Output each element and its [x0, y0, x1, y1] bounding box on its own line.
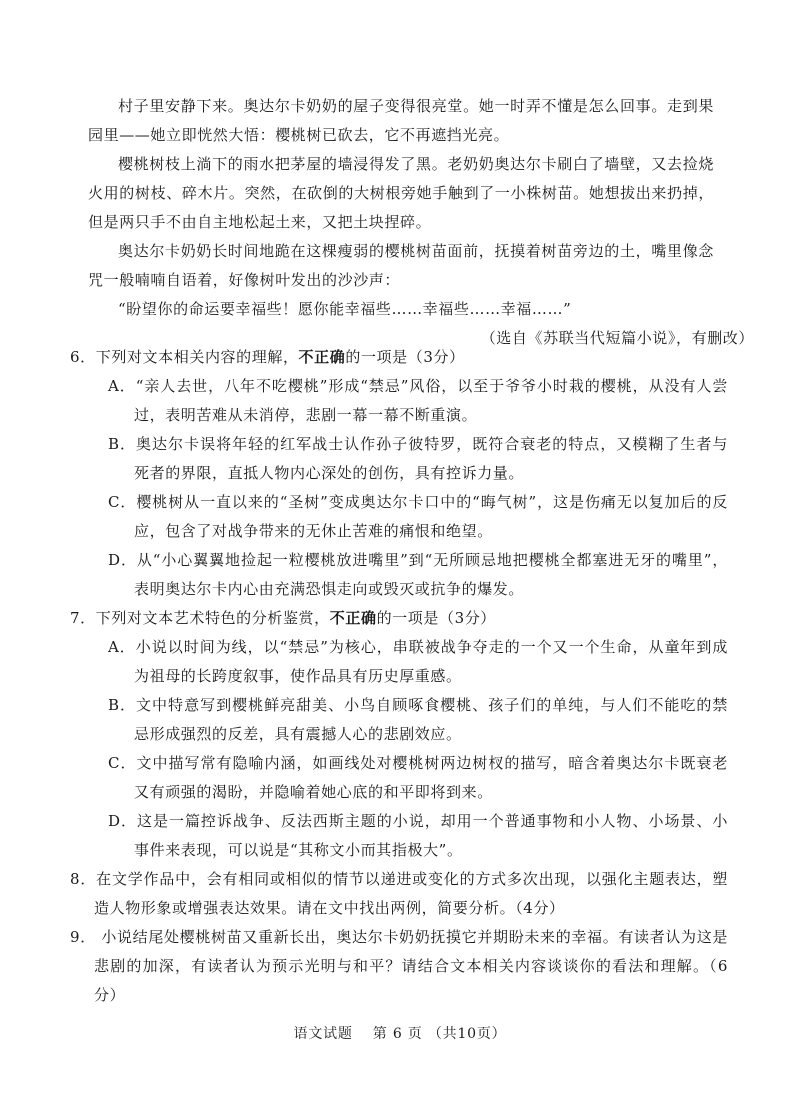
- question-7-stem-post: 的一项是（3分）: [376, 609, 496, 627]
- passage-paragraph-3: 奥达尔卡奶奶长时间地跪在这棵瘦弱的樱桃树苗面前，抚摸着树苗旁边的土，嘴里像念咒一般喃喃自语着，好像树叶发出的沙沙声：: [88, 242, 714, 289]
- question-6-stem-pre: 6．下列对文本相关内容的理解，: [70, 348, 299, 366]
- passage-paragraph-1: 村子里安静下来。奥达尔卡奶奶的屋子变得很亮堂。她一时弄不懂是怎么回事。走到果园里——她立即恍然大悟：樱桃树已砍去，它不再遮挡光亮。: [88, 97, 714, 144]
- passage-paragraph-4: “盼望你的命运要幸福些！愿你能幸福些……幸福些……幸福……”: [118, 300, 572, 318]
- question-9: [70, 923, 728, 1010]
- question-6-option-a: A．“亲人去世，八年不吃樱桃”形成“禁忌”风俗，以至于爷爷小时栽的樱桃，从没有人尝过，表明苦难从未消停，悲剧一幕一幕不断重演。: [108, 377, 728, 424]
- question-6-stem-bold: 不正确: [298, 348, 346, 366]
- question-7: [70, 604, 728, 865]
- question-7-option-c: C．文中描写常有隐喻内涵，如画线处对樱桃树两边树杈的描写，暗含着奥达尔卡既衰老又有顽强的渴盼，并隐喻着她心底的和平即将到来。: [108, 754, 728, 801]
- passage-source: （选自《苏联当代短篇小说》，有删改）: [480, 329, 754, 347]
- question-7-option-d: D．这是一篇控诉战争、反法西斯主题的小说，却用一个普通事物和小人物、小场景、小事件来表现，可以说是“其称文小而其指极大”。: [108, 812, 728, 859]
- story-passage: [88, 92, 754, 353]
- question-6-stem: [70, 343, 728, 372]
- question-8-stem: 8．在文学作品中，会有相同或相似的情节以递进或变化的方式多次出现，以强化主题表达，塑造人物形象或增强表达效果。请在文中找出两例，简要分析。（4分）: [70, 870, 728, 917]
- question-list: [70, 343, 728, 1010]
- question-9-stem: 9． 小说结尾处樱桃树苗又重新长出，奥达尔卡奶奶抚摸它并期盼未来的幸福。有读者认为这是悲剧的加深，有读者认为预示光明与和平？请结合文本相关内容谈谈你的看法和理解。（6分）: [70, 928, 728, 1004]
- question-6-option-c: C．樱桃树从一直以来的“圣树”变成奥达尔卡口中的“晦气树”，这是伤痛无以复加后的反应，包含了对战争带来的无休止苦难的痛恨和绝望。: [108, 493, 728, 540]
- question-6: [70, 343, 728, 604]
- question-7-option-a: A．小说以时间为线，以“禁忌”为核心，串联被战争夺走的一个又一个生命，从童年到成为祖母的长跨度叙事，使作品具有历史厚重感。: [108, 638, 728, 685]
- question-6-stem-post: 的一项是（3分）: [345, 348, 465, 366]
- question-7-stem: [70, 604, 728, 633]
- page-footer: 语文试题 第 6 页 （共10页）: [293, 1026, 507, 1042]
- question-7-stem-pre: 7．下列对文本艺术特色的分析鉴赏，: [70, 609, 330, 627]
- passage-paragraph-2: 樱桃树枝上淌下的雨水把茅屋的墙浸得发了黑。老奶奶奥达尔卡刷白了墙壁，又去捡烧火用的树枝、碎木片。突然，在砍倒的大树根旁她手触到了一小株树苗。她想拔出来扔掉，但是两只手不由自主地松起土来，又把土块捏碎。: [88, 155, 714, 231]
- question-7-option-b: B．文中特意写到樱桃鲜亮甜美、小鸟自顾啄食樱桃、孩子们的单纯，与人们不能吃的禁忌形成强烈的反差，具有震撼人心的悲剧效应。: [108, 696, 728, 743]
- question-6-option-b: B．奥达尔卡误将年轻的红军战士认作孙子彼特罗，既符合衰老的特点，又模糊了生者与死者的界限，直抵人物内心深处的创伤，具有控诉力量。: [108, 435, 728, 482]
- question-8: [70, 865, 728, 923]
- question-7-stem-bold: 不正确: [329, 609, 377, 627]
- question-6-option-d: D．从“小心翼翼地捡起一粒樱桃放进嘴里”到“无所顾忌地把樱桃全都塞进无牙的嘴里”，表明奥达尔卡内心由充满恐惧走向或毁灭或抗争的爆发。: [108, 551, 728, 598]
